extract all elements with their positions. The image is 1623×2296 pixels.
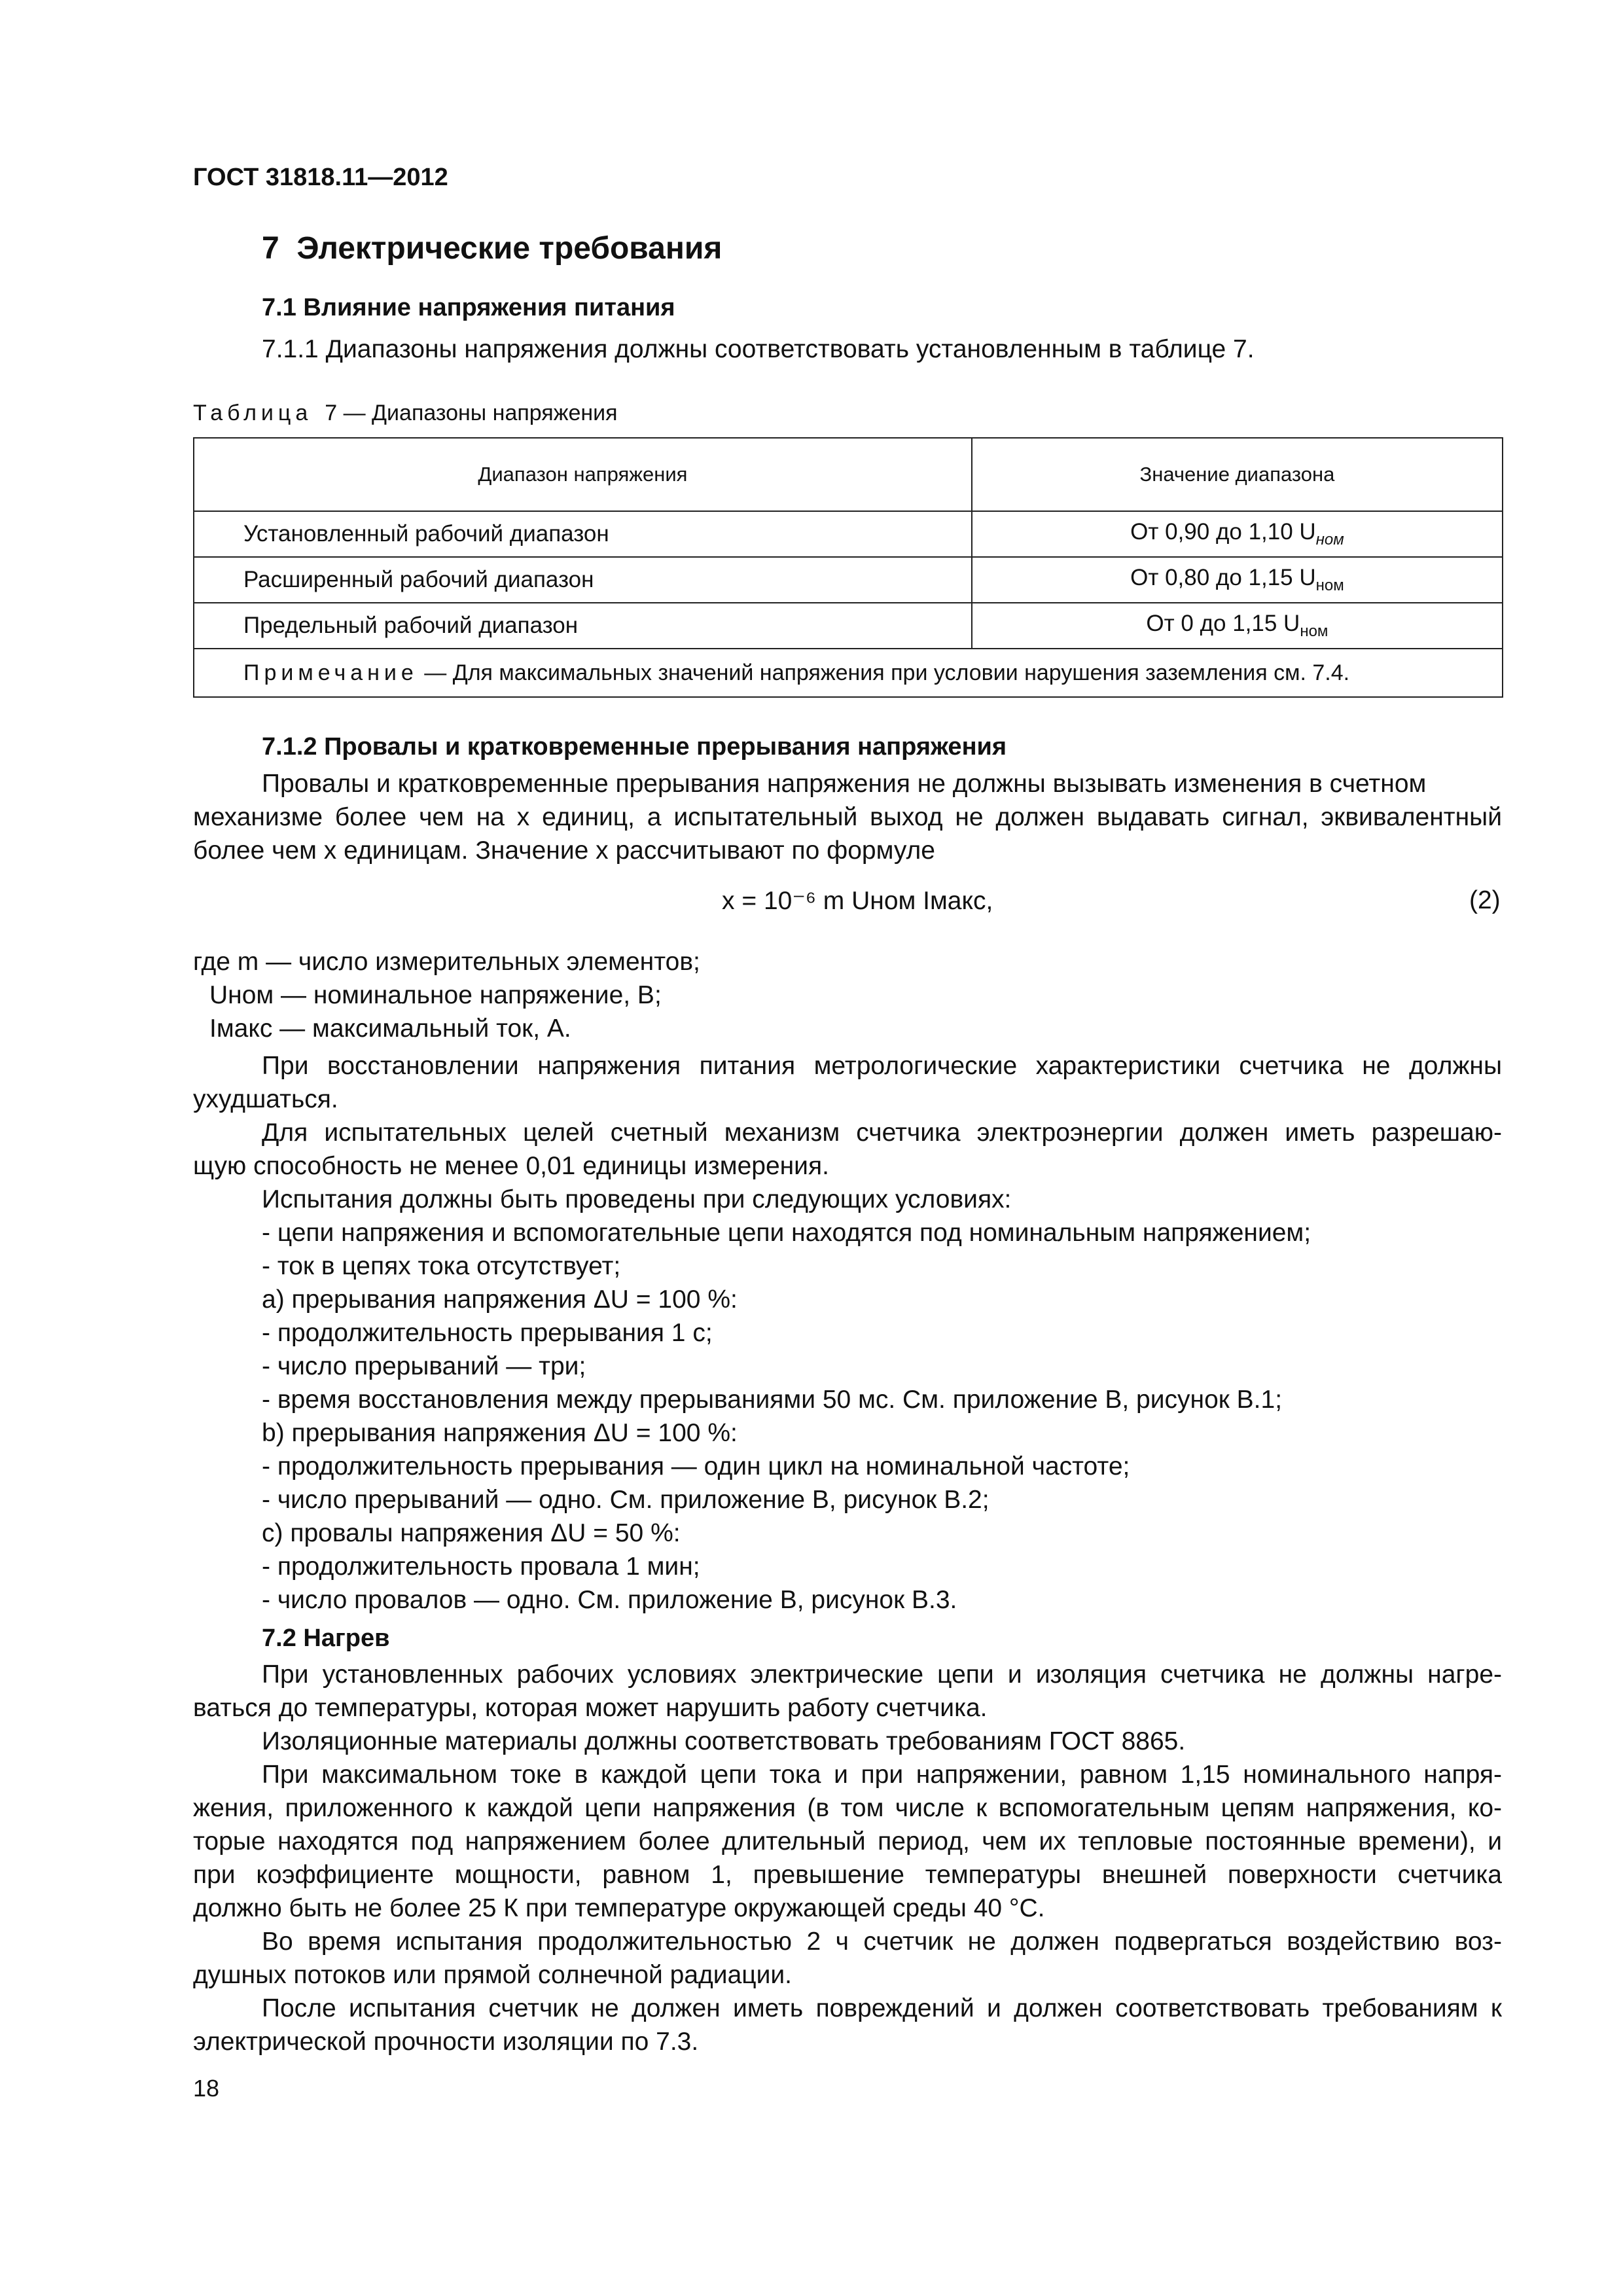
subsection-7-2-heading: 7.2 Нагрев <box>262 1624 390 1652</box>
table-row <box>194 557 1503 603</box>
paragraph-line: После испытания счетчик не должен иметь повреждений и должен соответствовать требованиям к <box>262 1994 1502 2022</box>
paragraph-line: Провалы и кратковременные прерывания напряжения не должны вызывать изменения в счетном <box>262 770 1427 798</box>
table-row <box>194 511 1503 557</box>
paragraph-line: При максимальном токе в каждой цепи тока и при напряжении, равном 1,15 номинального напря- <box>262 1761 1502 1789</box>
paragraph-line: Испытания должны быть проведены при следующих условиях: <box>262 1185 1012 1213</box>
paragraph-line: При установленных рабочих условиях электрические цепи и изоляция счетчика не должны нагре- <box>262 1660 1502 1689</box>
list-item: - продолжительность прерывания 1 с; <box>262 1319 713 1347</box>
list-item: c) провалы напряжения ΔU = 50 %: <box>262 1519 681 1547</box>
voltage-range-table <box>193 437 1503 698</box>
table-note-row <box>194 649 1503 697</box>
table-cell-value: От 0 до 1,15 $U_{ном}$ <box>972 603 1503 649</box>
table-caption <box>193 401 618 426</box>
paragraph-line: должно быть не более 25 К при температуре окружающей среды 40 °C. <box>193 1894 1045 1922</box>
paragraph-line: ухудшаться. <box>193 1085 338 1113</box>
table-header-range: Диапазон напряжения <box>194 438 972 511</box>
legend-i-max: Iмакс — максимальный ток, А. <box>209 1014 571 1043</box>
table-header-value: Значение диапазона <box>972 438 1503 511</box>
list-item: - время восстановления между прерываниями 50 мс. См. приложение В, рисунок В.1; <box>262 1386 1283 1414</box>
paragraph-line: механизме более чем на x единиц, а испытательный выход не должен выдавать сигнал, эквивалентный <box>193 803 1502 831</box>
paragraph-line: более чем x единицам. Значение x рассчитывают по формуле <box>193 836 935 865</box>
equation-number: (2) <box>1469 886 1501 914</box>
paragraph-line: Во время испытания продолжительностью 2 ч счетчик не должен подвергаться воздействию воз- <box>262 1928 1502 1956</box>
table-cell-value: От 0,90 до 1,10 $U_{ном}$ <box>972 511 1503 557</box>
paragraph-line: ваться до температуры, которая может нарушить работу счетчика. <box>193 1694 988 1722</box>
paragraph-line: жения, приложенного к каждой цепи напряжения (в том числе к вспомогательным цепям напряжения, ко- <box>193 1794 1502 1822</box>
list-item: - продолжительность провала 1 мин; <box>262 1552 700 1581</box>
section-number: 7 <box>262 231 279 266</box>
table-caption-title: 7 — Диапазоны напряжения <box>325 401 618 425</box>
section-title <box>262 230 722 266</box>
list-item: - цепи напряжения и вспомогательные цепи находятся под номинальным напряжением; <box>262 1219 1311 1247</box>
list-item: - число прерываний — одно. См. приложение В, рисунок В.2; <box>262 1486 990 1514</box>
list-item: - число провалов — одно. См. приложение В, рисунок В.3. <box>262 1586 957 1614</box>
table-cell-value: От 0,80 до 1,15 $U_{ном}$ <box>972 557 1503 603</box>
table-caption-word: Таблица <box>193 401 313 425</box>
table-row <box>194 603 1503 649</box>
table-cell-range: Установленный рабочий диапазон <box>194 511 972 557</box>
list-item: - число прерываний — три; <box>262 1352 586 1380</box>
list-item: - ток в цепях тока отсутствует; <box>262 1252 621 1280</box>
list-item: - продолжительность прерывания — один цикл на номинальной частоте; <box>262 1452 1130 1480</box>
list-item: b) прерывания напряжения ΔU = 100 %: <box>262 1419 738 1447</box>
paragraph-line: Изоляционные материалы должны соответствовать требованиям ГОСТ 8865. <box>262 1727 1186 1755</box>
paragraph-line: торые находятся под напряжением более длительный период, чем их тепловые постоянные времени), и <box>193 1827 1502 1856</box>
standard-code: ГОСТ 31818.11—2012 <box>193 164 448 191</box>
table-note: Примечание — Для максимальных значений напряжения при условии нарушения заземления см. 7.4. <box>194 649 1503 697</box>
paragraph-line: При восстановлении напряжения питания метрологические характеристики счетчика не должны <box>262 1052 1502 1080</box>
subsection-7-1-heading: 7.1 Влияние напряжения питания <box>262 294 675 321</box>
paragraph-7-1-1: 7.1.1 Диапазоны напряжения должны соответствовать установленным в таблице 7. <box>262 335 1255 363</box>
list-item: a) прерывания напряжения ΔU = 100 %: <box>262 1285 738 1314</box>
page-number: 18 <box>193 2075 220 2102</box>
legend-u-nom: Uном — номинальное напряжение, В; <box>209 981 662 1009</box>
table-header-row <box>194 438 1503 511</box>
paragraph-line: душных потоков или прямой солнечной радиации. <box>193 1961 793 1989</box>
legend-m: где m — число измерительных элементов; <box>193 948 700 976</box>
table-cell-range: Расширенный рабочий диапазон <box>194 557 972 603</box>
paragraph-line: Для испытательных целей счетный механизм счетчика электроэнергии должен иметь разрешаю- <box>262 1119 1502 1147</box>
formula-2: x = 10⁻⁶ m Uном Iмакс, <box>722 887 993 915</box>
paragraph-line: электрической прочности изоляции по 7.3. <box>193 2028 699 2056</box>
subsection-7-1-2-heading: 7.1.2 Провалы и кратковременные прерывания напряжения <box>262 733 1007 761</box>
table-cell-range: Предельный рабочий диапазон <box>194 603 972 649</box>
section-title-text: Электрические требования <box>296 231 722 266</box>
paragraph-line: при коэффициенте мощности, равном 1, превышение температуры внешней поверхности счетчика <box>193 1861 1502 1889</box>
paragraph-line: щую способность не менее 0,01 единицы измерения. <box>193 1152 829 1180</box>
